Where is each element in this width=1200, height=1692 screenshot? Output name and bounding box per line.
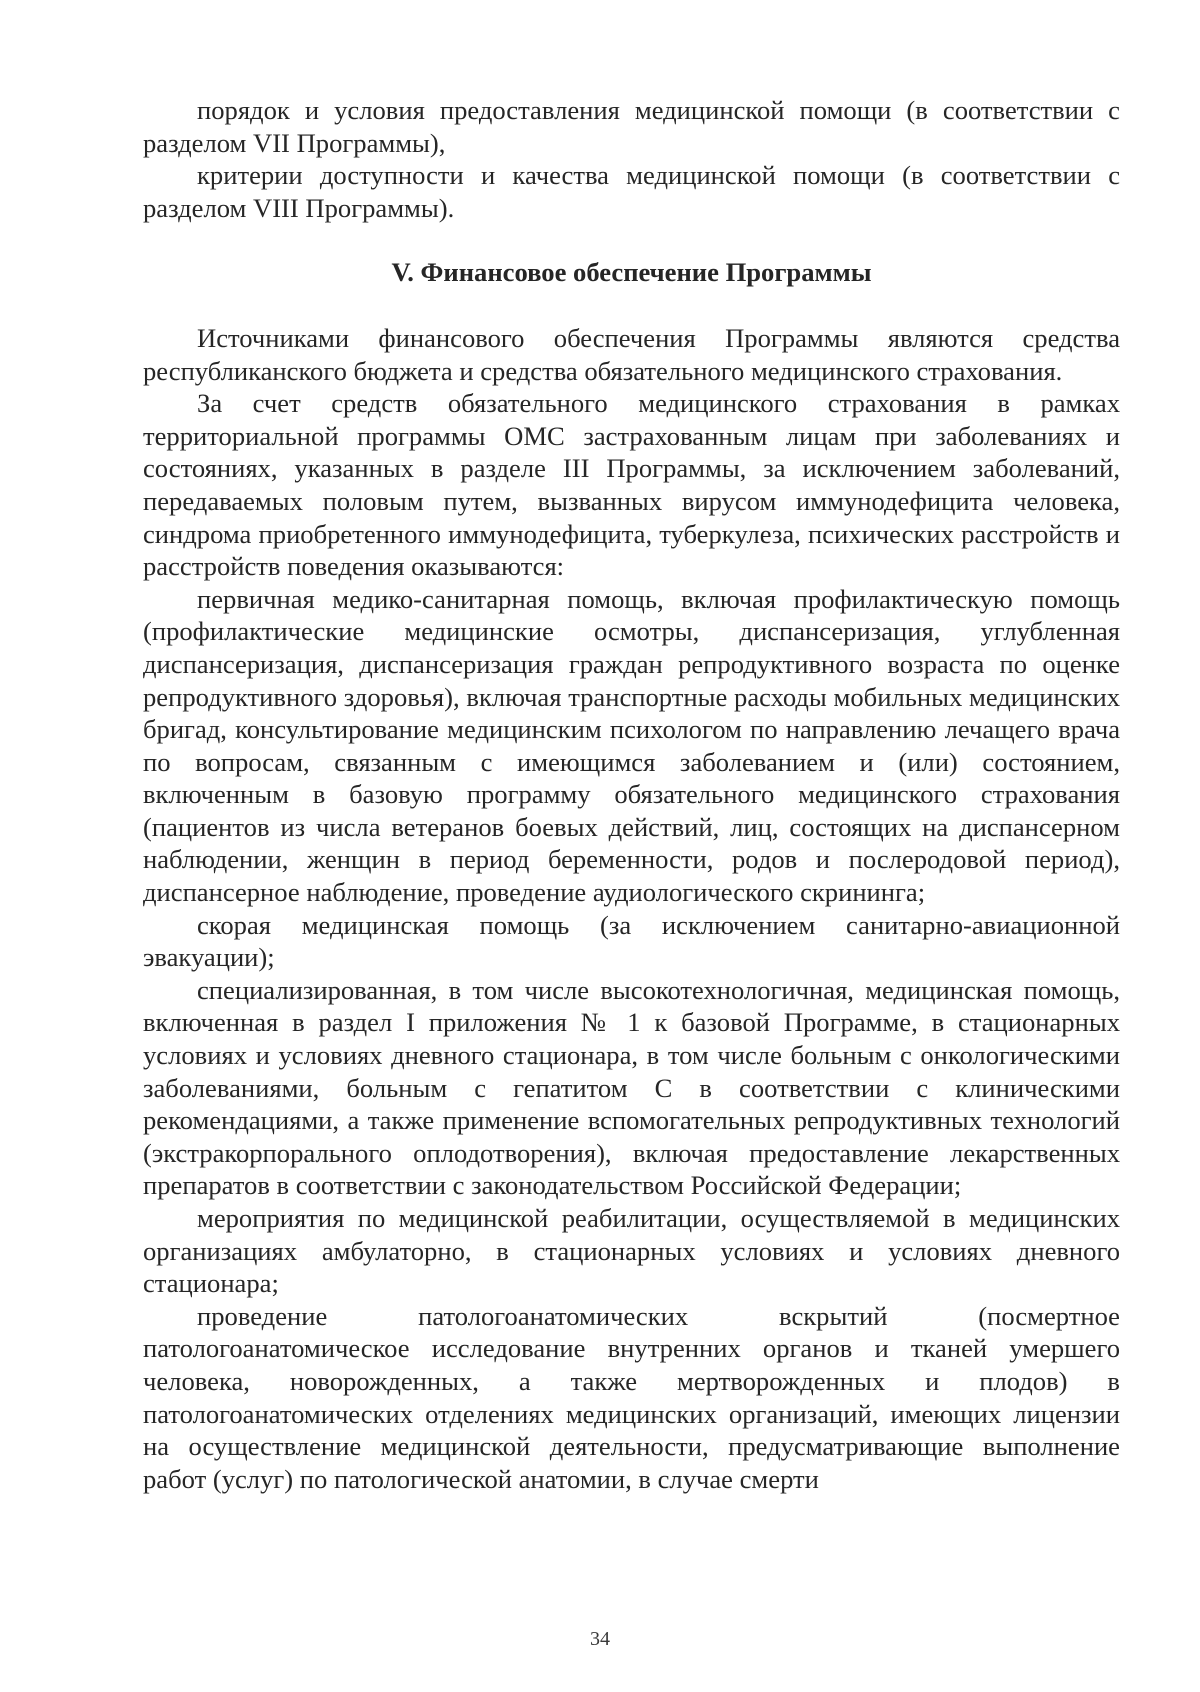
paragraph-procedure-conditions: порядок и условия предоставления медицинской помощи (в соответствии с разделом VII Программы), — [143, 95, 1120, 158]
paragraph-accessibility-criteria: критерии доступности и качества медицинской помощи (в соответствии с разделом VIII Программы). — [143, 160, 1120, 223]
paragraph-autopsies: проведение патологоанатомических вскрытий (посмертное патологоанатомическое исследование внутренних органов и тканей умершего человека, новорожденных, а также мертворожденных и плодов) в патологоанатомических отделениях медицинских организаций, имеющих лицензии на осуществление медицинской деятельности, предусматривающие выполнение работ (услуг) по патологической анатомии, в случае смерти — [143, 1300, 1120, 1494]
paragraph-specialized-care: специализированная, в том числе высокотехнологичная, медицинская помощь, включенная в раздел I приложения № 1 к базовой Программе, в стационарных условиях и условиях дневного стационара, в том числе больным с онкологическими заболеваниями, больным с гепатитом С в соответствии с клиническими рекомендациями, а также применение вспомогательных репродуктивных технологий (экстракорпорального оплодотворения), включая предоставление лекарственных препаратов в соответствии с законодательством Российской Федерации; — [143, 974, 1120, 1201]
section-heading: V. Финансовое обеспечение Программы — [391, 257, 872, 288]
paragraph-primary-care: первичная медико-санитарная помощь, включая профилактическую помощь (профилактические медицинские осмотры, диспансеризация, углубленная диспансеризация, диспансеризация граждан репродуктивного возраста по оценке репродуктивного здоровья), включая транспортные расходы мобильных медицинских бригад, консультирование медицинским психологом по направлению лечащего врача по вопросам, связанным с имеющимся заболеванием и (или) состоянием, включенным в базовую программу обязательного медицинского страхования (пациентов из числа ветеранов боевых действий, лиц, состоящих на диспансерном наблюдении, женщин в период беременности, родов и послеродовой период), диспансерное наблюдение, проведение аудиологического скрининга; — [143, 583, 1120, 908]
page-number: 34 — [590, 1628, 610, 1650]
paragraph-emergency-care: скорая медицинская помощь (за исключением санитарно-авиационной эвакуации); — [143, 909, 1120, 973]
paragraph-funding-sources: Источниками финансового обеспечения Программы являются средства республиканского бюджета и средства обязательного медицинского страхования. — [143, 322, 1120, 386]
document-body — [143, 94, 1120, 1495]
paragraph-rehabilitation: мероприятия по медицинской реабилитации, осуществляемой в медицинских организациях амбулаторно, в стационарных условиях и условиях дневного стационара; — [143, 1203, 1120, 1299]
paragraph-oms-coverage: За счет средств обязательного медицинского страхования в рамках территориальной программы ОМС застрахованным лицам при заболеваниях и состояниях, указанных в разделе III Программы, за исключением заболеваний, передаваемых половым путем, вызванных вирусом иммунодефицита человека, синдрома приобретенного иммунодефицита, туберкулеза, психических расстройств и расстройств поведения оказываются: — [143, 388, 1120, 582]
